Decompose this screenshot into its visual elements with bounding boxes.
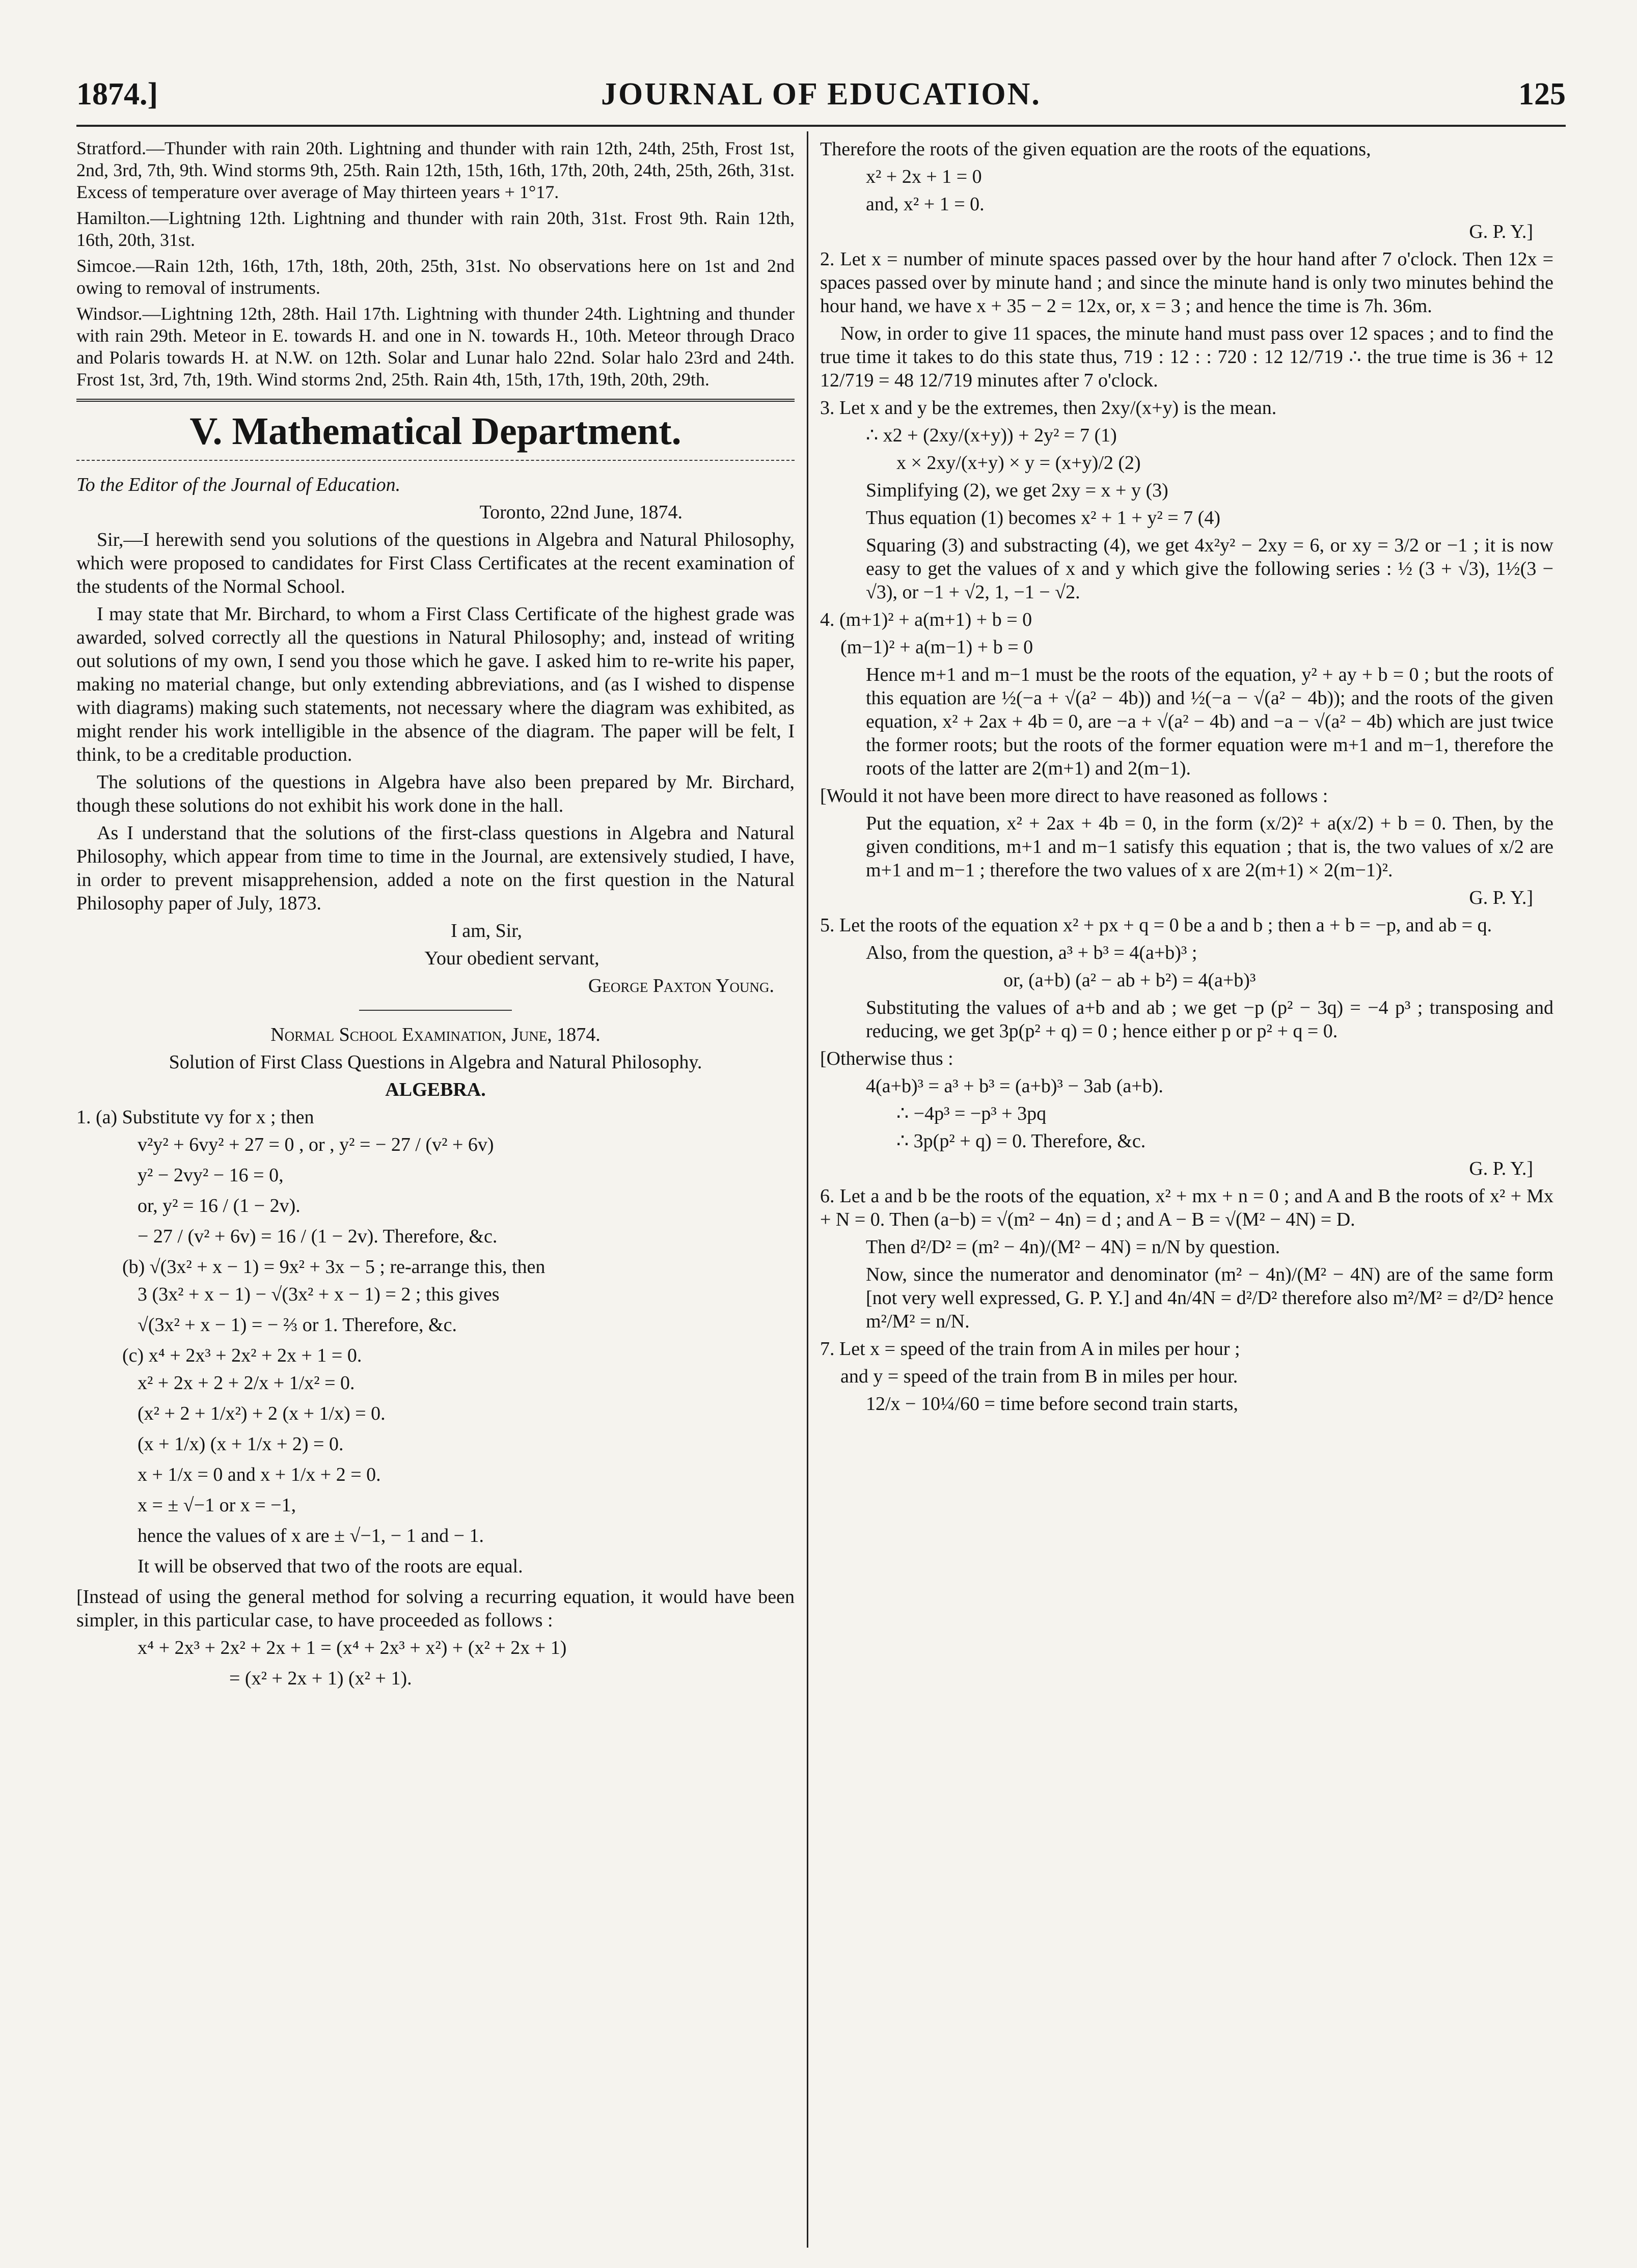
math-equation: x + 1/x = 0 and x + 1/x + 2 = 0. [138, 1464, 381, 1485]
math-line: Squaring (3) and substracting (4), we get 4x²y² − 2xy = 6, or xy = 3/2 or −1 ; it is now easy to get the values of x and y which give the following series : ½ (3 + √3), 1½(3 − √3), or −1 + √2, 1, −1 − √2. [866, 535, 1553, 603]
letter-recipient: To the Editor of the Journal of Education. [76, 474, 401, 495]
problem-7: 7. Let x = speed of the train from A in miles per hour ; [820, 1338, 1240, 1360]
divider [359, 1010, 512, 1011]
editor-note: [Would it not have been more direct to have reasoned as follows : [820, 785, 1328, 807]
math-equation: y² − 2vy² − 16 = 0, [138, 1165, 284, 1186]
letter-dateline: Toronto, 22nd June, 1874. [479, 502, 683, 523]
problem-2: 2. Let x = number of minute spaces passed over by the hour hand after 7 o'clock. Then 12x = spaces passed over by minute hand ; and since the minute hand is only two minutes behind the hour hand, we have x + 35 − 2 = 12x, or, x = 3 ; and hence the time is 7h. 36m. [820, 248, 1553, 317]
math-equation: (x² + 2 + 1/x²) + 2 (x + 1/x) = 0. [138, 1403, 386, 1424]
section-divider [76, 460, 795, 461]
page-header [76, 76, 1566, 112]
math-equation: ∴ x2 + (2xy/(x+y)) + 2y² = 7 (1) [866, 425, 1117, 446]
exam-title: Normal School Examination, June, 1874. [270, 1024, 601, 1045]
editor-note: [Instead of using the general method for solving a recurring equation, it would have been simpler, in this particular case, to have proceeded as follows : [76, 1586, 795, 1631]
math-line: Now, since the numerator and denominator (m² − 4n)/(M² − 4N) are of the same form [not very well expressed, G. P. Y.] and 4n/4N = d²/D² therefore also m²/M² = d²/D² hence m²/M² = n/N. [866, 1264, 1553, 1332]
editor-note: [Otherwise thus : [820, 1048, 953, 1069]
math-line: It will be observed that two of the roots are equal. [138, 1556, 523, 1577]
letter-closing: I am, Sir, [451, 920, 522, 942]
weather-windsor: Windsor.—Lightning 12th, 28th. Hail 17th. Lightning with thunder 24th. Lightning and thunder with rain 29th. Meteor in E. towards H. and one in N. towards H., 10th. Meteor through Draco and Polaris towards H. at N.W. on 12th. Solar and Lunar halo 22nd. Solar halo 23rd and 24th. Frost 1st, 3rd, 7th, 19th. Wind storms 2nd, 25th. Rain 4th, 15th, 17th, 19th, 20th, 29th. [76, 303, 795, 390]
math-equation: ∴ 3p(p² + q) = 0. Therefore, &c. [896, 1130, 1146, 1152]
weather-simcoe: Simcoe.—Rain 12th, 16th, 17th, 18th, 20th, 25th, 31st. No observations here on 1st and 2nd owing to removal of instruments. [76, 256, 795, 298]
letter-paragraph: The solutions of the questions in Algebra have also been prepared by Mr. Birchard, though these solutions do not exhibit his work done in the hall. [76, 771, 795, 816]
problem-2-continued: Now, in order to give 11 spaces, the minute hand must pass over 12 spaces ; and to find the true time it takes to do this state thus, 719 : 12 : : 720 : 12 12/719 ∴ the true time is 36 + 12 12/719 = 48 12/719 minutes after 7 o'clock. [820, 323, 1553, 391]
math-line: Hence m+1 and m−1 must be the roots of the equation, y² + ay + b = 0 ; but the roots of this equation are ½(−a + √(a² − 4b)) and ½(−a − √(a² − 4b)); and the roots of the given equation, x² + 2ax + 4b = 0, are −a + √(a² − 4b) and −a − √(a² − 4b) which are just twice the former roots; but the roots of the former equation were m+1 and m−1, therefore the roots of the latter are 2(m+1) and 2(m−1). [866, 664, 1553, 779]
letter-closing: Your obedient servant, [424, 948, 599, 969]
math-equation: x⁴ + 2x³ + 2x² + 2x + 1 = (x⁴ + 2x³ + x²) + (x² + 2x + 1) [138, 1637, 567, 1658]
journal-title: JOURNAL OF EDUCATION. [601, 77, 1041, 112]
right-column [820, 137, 1553, 1420]
math-equation: x × 2xy/(x+y) × y = (x+y)/2 (2) [896, 452, 1141, 474]
letter-signature: George Paxton Young. [588, 975, 774, 997]
problem-6: 6. Let a and b be the roots of the equation, x² + mx + n = 0 ; and A and B the roots of x² + Mx + N = 0. Then (a−b) = √(m² − 4n) = d ; and A − B = √(M² − 4N) = D. [820, 1185, 1553, 1230]
editor-initials: G. P. Y.] [1469, 887, 1533, 908]
math-equation: and, x² + 1 = 0. [866, 193, 985, 215]
algebra-heading: ALGEBRA. [385, 1079, 486, 1100]
math-line: and y = speed of the train from B in miles per hour. [840, 1366, 1238, 1387]
math-line: (c) x⁴ + 2x³ + 2x² + 2x + 1 = 0. [122, 1345, 362, 1366]
exam-subtitle: Solution of First Class Questions in Algebra and Natural Philosophy. [169, 1052, 702, 1073]
header-year: 1874.] [76, 77, 158, 112]
math-equation: v²y² + 6vy² + 27 = 0 , or , y² = − 27 / (v² + 6v) [138, 1134, 494, 1155]
letter-paragraph: Sir,—I herewith send you solutions of the questions in Algebra and Natural Philosophy, which were proposed to candidates for First Class Certificates at the recent examination of the students of the Normal School. [76, 529, 795, 597]
math-equation: 3 (3x² + x − 1) − √(3x² + x − 1) = 2 ; this gives [138, 1284, 500, 1305]
editor-initials: G. P. Y.] [1469, 221, 1533, 242]
math-equation: (m−1)² + a(m−1) + b = 0 [840, 637, 1033, 658]
math-equation: (x + 1/x) (x + 1/x + 2) = 0. [138, 1433, 344, 1455]
header-rule [76, 125, 1566, 127]
problem-5: 5. Let the roots of the equation x² + px + q = 0 be a and b ; then a + b = −p, and ab = q. [820, 915, 1492, 936]
math-equation: x² + 2x + 1 = 0 [866, 166, 982, 187]
math-equation: x = ± √−1 or x = −1, [138, 1495, 296, 1516]
editor-initials: G. P. Y.] [1469, 1158, 1533, 1179]
page-number: 125 [1518, 77, 1566, 112]
math-line: Substituting the values of a+b and ab ; we get −p (p² − 3q) = −4 p³ ; transposing and reducing, we get 3p(p² + q) = 0 ; hence either p or p² + q = 0. [866, 997, 1553, 1042]
math-line: 1. (a) Substitute vy for x ; then [76, 1107, 314, 1128]
math-line: Therefore the roots of the given equation are the roots of the equations, [820, 139, 1371, 160]
problem-3: 3. Let x and y be the extremes, then 2xy/(x+y) is the mean. [820, 397, 1277, 419]
letter-paragraph: As I understand that the solutions of the first-class questions in Algebra and Natural Philosophy, which appear from time to time in the Journal, are extensively studied, I have, in order to prevent misapprehension, added a note on the first question in the Natural Philosophy paper of July, 1873. [76, 822, 795, 914]
math-equation: or, y² = 16 / (1 − 2v). [138, 1195, 301, 1216]
math-equation: or, (a+b) (a² − ab + b²) = 4(a+b)³ [1003, 970, 1256, 991]
math-line: Also, from the question, a³ + b³ = 4(a+b)³ ; [866, 942, 1197, 963]
math-line: Simplifying (2), we get 2xy = x + y (3) [866, 480, 1168, 501]
math-equation: ∴ −4p³ = −p³ + 3pq [896, 1103, 1047, 1124]
math-equation: = (x² + 2x + 1) (x² + 1). [229, 1668, 412, 1689]
weather-stratford: Stratford.—Thunder with rain 20th. Lightning and thunder with rain 12th, 24th, 25th, Frost 1st, 2nd, 3rd, 7th, 9th. Wind storms 9th, 25th. Rain 12th, 15th, 16th, 17th, 20th, 24th, 25th, 26th, 31st. Excess of temperature over average of May thirteen years + 1°17. [76, 138, 795, 202]
math-line: Put the equation, x² + 2ax + 4b = 0, in the form (x/2)² + a(x/2) + b = 0. Then, by the given conditions, m+1 and m−1 satisfy this equation ; that is, the two values of x/2 are m+1 and m−1 ; therefore the two values of x are 2(m+1) × 2(m−1)². [866, 813, 1553, 881]
department-heading: V. Mathematical Department. [189, 410, 681, 453]
math-equation: x² + 2x + 2 + 2/x + 1/x² = 0. [138, 1372, 355, 1394]
math-equation: − 27 / (v² + 6v) = 16 / (1 − 2v). Therefore, &c. [138, 1226, 498, 1247]
column-divider [807, 131, 808, 2248]
weather-hamilton: Hamilton.—Lightning 12th. Lightning and thunder with rain 20th, 31st. Frost 9th. Rain 12th, 16th, 20th, 31st. [76, 208, 795, 250]
math-line: hence the values of x are ± √−1, − 1 and − 1. [138, 1525, 484, 1546]
section-rule [76, 399, 795, 402]
math-equation: 12/x − 10¼/60 = time before second train starts, [866, 1393, 1238, 1415]
left-column [76, 137, 795, 1697]
math-equation: Then d²/D² = (m² − 4n)/(M² − 4N) = n/N by question. [866, 1236, 1280, 1258]
letter-paragraph: I may state that Mr. Birchard, to whom a First Class Certificate of the highest grade was awarded, solved correctly all the questions in Natural Philosophy; and, instead of writing out solutions of my own, I send you those which he gave. I asked him to re-write his paper, making no material change, but only extending abbreviations, and (as I wished to dispense with diagrams) making such statements, not necessary where the diagram was exhibited, as might render his work intelligible in the absence of the diagram. The paper will be felt, I think, to be a creditable production. [76, 603, 795, 765]
math-line: Thus equation (1) becomes x² + 1 + y² = 7 (4) [866, 507, 1220, 529]
math-line: (b) √(3x² + x − 1) = 9x² + 3x − 5 ; re-arrange this, then [122, 1256, 545, 1278]
weather-report [76, 137, 795, 391]
problem-4: 4. (m+1)² + a(m+1) + b = 0 [820, 609, 1032, 630]
math-equation: 4(a+b)³ = a³ + b³ = (a+b)³ − 3ab (a+b). [866, 1075, 1163, 1097]
math-equation: √(3x² + x − 1) = − ⅔ or 1. Therefore, &c. [138, 1314, 457, 1336]
